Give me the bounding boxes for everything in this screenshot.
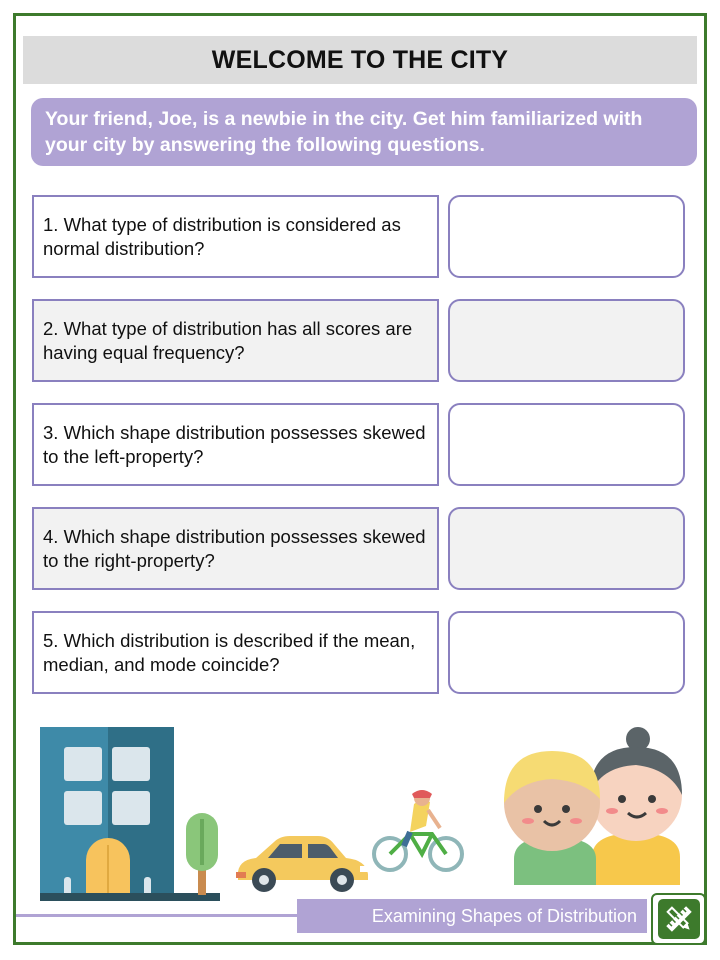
question-box-2 bbox=[32, 299, 439, 382]
answer-box-2[interactable] bbox=[448, 299, 685, 382]
answer-box-3[interactable] bbox=[448, 403, 685, 486]
footer-divider bbox=[16, 914, 298, 917]
instructions-banner: Your friend, Joe, is a newbie in the city. Get him familiarized with your city by answering the following questions. bbox=[31, 98, 697, 166]
question-box-5 bbox=[32, 611, 439, 694]
answer-box-5[interactable] bbox=[448, 611, 685, 694]
logo-box bbox=[651, 893, 706, 945]
question-text: 4. Which shape distribution possesses skewed to the right-property? bbox=[43, 525, 426, 571]
answer-box-4[interactable] bbox=[448, 507, 685, 590]
question-text: 3. Which shape distribution possesses skewed to the left-property? bbox=[43, 421, 426, 467]
friends-icon bbox=[500, 725, 690, 885]
question-text: 2. What type of distribution has all scores are having equal frequency? bbox=[43, 317, 413, 363]
footer-tab bbox=[297, 899, 647, 933]
cyclist-icon bbox=[370, 788, 466, 874]
title-bar bbox=[23, 36, 697, 84]
question-text: 1. What type of distribution is considered as normal distribution? bbox=[43, 213, 401, 259]
car-icon bbox=[232, 830, 372, 896]
footer-label: Examining Shapes of Distribution bbox=[371, 905, 637, 926]
question-text: 5. Which distribution is described if the mean, median, and mode coincide? bbox=[43, 629, 416, 675]
question-box-4 bbox=[32, 507, 439, 590]
question-box-1 bbox=[32, 195, 439, 278]
building-icon bbox=[40, 725, 220, 903]
question-box-3 bbox=[32, 403, 439, 486]
page-title: WELCOME TO THE CITY bbox=[211, 45, 509, 74]
answer-box-1[interactable] bbox=[448, 195, 685, 278]
pencil-ruler-logo-icon bbox=[657, 898, 701, 940]
